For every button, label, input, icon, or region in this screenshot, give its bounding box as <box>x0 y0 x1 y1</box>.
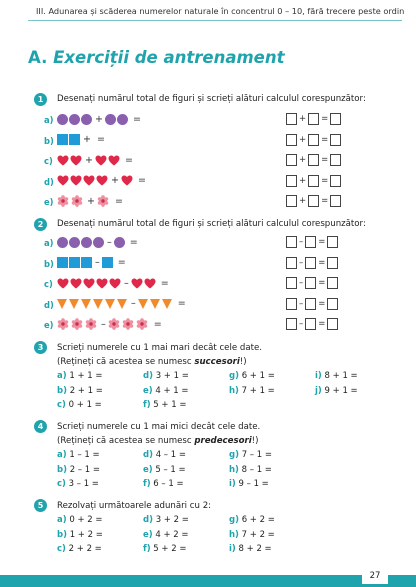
row-letter: c) <box>44 156 53 166</box>
exercise-item <box>57 530 103 540</box>
row-letter: e) <box>44 320 54 330</box>
heart-icon <box>108 155 120 166</box>
answer-equation <box>286 297 338 311</box>
operator-sign: + <box>95 113 103 125</box>
heart-icon <box>96 175 108 186</box>
exercise-item <box>229 530 275 540</box>
figure-group <box>57 133 107 147</box>
item-expression: 2 + 2 = <box>68 544 102 554</box>
heart-icon <box>57 155 69 166</box>
answer-box[interactable] <box>286 277 297 289</box>
item-letter: h) <box>229 464 239 475</box>
answer-equation <box>286 174 341 188</box>
answer-operator: + <box>299 134 307 145</box>
answer-box[interactable] <box>286 134 297 146</box>
item-expression: 7 – 1 = <box>241 450 272 460</box>
note-term-successors: succesori <box>194 357 240 367</box>
operator-sign: – <box>101 318 106 330</box>
item-letter: f) <box>143 400 151 410</box>
answer-equals: = <box>318 298 326 309</box>
blue-square-figure <box>57 257 68 268</box>
row-letter: c) <box>44 279 53 289</box>
item-letter: b) <box>57 529 67 540</box>
flower-icon <box>57 318 69 330</box>
blue-square-figure <box>102 257 113 268</box>
item-letter: e) <box>143 385 153 396</box>
heart-icon <box>83 278 95 289</box>
item-letter: g) <box>229 515 239 525</box>
exercise-number-3: 3 <box>34 341 47 354</box>
answer-box[interactable] <box>327 236 338 248</box>
item-letter: g) <box>229 371 239 381</box>
exercise-item <box>57 371 103 381</box>
figure-group <box>57 235 140 249</box>
exercise-item <box>57 515 103 525</box>
note-prefix: (Rețineți că acestea se numesc <box>57 357 195 367</box>
heart-icon <box>70 278 82 289</box>
equals-sign: = <box>137 175 146 186</box>
item-expression: 3 – 1 = <box>68 479 99 489</box>
flower-icon <box>136 318 148 330</box>
row-letter: d) <box>44 176 54 187</box>
orange-triangle-figure <box>57 299 67 309</box>
equals-sign: = <box>177 298 186 309</box>
equals-sign: = <box>114 195 123 207</box>
figure-group <box>57 194 125 208</box>
answer-operator: + <box>299 175 307 186</box>
item-expression: 6 + 1 = <box>241 371 275 381</box>
equals-sign: = <box>117 257 126 268</box>
item-letter: b) <box>57 464 67 475</box>
item-letter: i) <box>315 371 322 381</box>
answer-box[interactable] <box>308 134 319 146</box>
answer-equation <box>286 235 338 249</box>
exercise-item <box>143 530 189 540</box>
operator-sign: – <box>95 257 100 268</box>
note-suffix: !) <box>239 357 247 367</box>
item-expression: 7 + 2 = <box>241 529 275 540</box>
answer-equation <box>286 317 338 331</box>
orange-triangle-figure <box>150 299 160 309</box>
orange-triangle-figure <box>105 299 115 309</box>
exercise-item <box>143 450 186 460</box>
exercise-4-note <box>57 436 258 446</box>
item-expression: 5 + 2 = <box>153 544 187 554</box>
answer-operator: + <box>299 196 307 206</box>
item-letter: j) <box>315 385 322 396</box>
item-letter: a) <box>57 371 67 381</box>
exercise-item <box>143 465 186 475</box>
answer-box[interactable] <box>330 113 341 125</box>
item-letter: e) <box>143 464 153 475</box>
item-expression: 2 + 1 = <box>69 385 103 396</box>
answer-equals: = <box>321 114 329 124</box>
orange-triangle-figure <box>162 299 172 309</box>
item-letter: a) <box>57 515 67 525</box>
item-expression: 1 + 1 = <box>69 371 103 381</box>
operator-sign: + <box>111 175 119 186</box>
answer-box[interactable] <box>286 175 297 187</box>
row-letter: a) <box>44 238 54 248</box>
item-letter: c) <box>57 400 66 410</box>
orange-triangle-figure <box>138 299 148 309</box>
section-title: Exerciții de antrenament <box>53 48 285 67</box>
flower-icon <box>71 318 83 330</box>
answer-equals: = <box>318 278 326 288</box>
item-expression: 0 + 2 = <box>69 515 103 525</box>
blue-square-figure <box>57 134 68 145</box>
item-letter: h) <box>229 529 239 540</box>
exercise-item <box>229 450 272 460</box>
answer-box[interactable] <box>305 236 316 248</box>
figure-group <box>57 317 164 331</box>
heart-icon <box>83 175 95 186</box>
purple-circle-figure <box>114 237 125 248</box>
header-divider <box>28 20 402 21</box>
heart-icon <box>70 175 82 186</box>
answer-operator: – <box>299 319 304 329</box>
item-letter: d) <box>143 515 153 525</box>
row-letter: d) <box>44 299 54 310</box>
item-letter: d) <box>143 371 153 381</box>
exercise-2-instruction: Desenați numărul total de figuri și scrieți alături calculul corespunzător: <box>57 219 366 229</box>
answer-equals: = <box>318 319 326 329</box>
heart-icon <box>57 175 69 186</box>
operator-sign: – <box>107 236 112 248</box>
answer-box[interactable] <box>286 257 297 269</box>
item-letter: a) <box>57 450 67 460</box>
exercise-3-note <box>57 357 247 367</box>
exercise-item <box>57 479 99 489</box>
exercise-item <box>315 386 358 396</box>
answer-box[interactable] <box>327 257 338 269</box>
flower-icon <box>97 195 109 207</box>
figure-group <box>57 297 188 311</box>
exercise-item <box>57 386 103 396</box>
purple-circle-figure <box>81 237 92 248</box>
item-expression: 6 – 1 = <box>153 479 184 489</box>
item-expression: 4 + 1 = <box>155 385 189 396</box>
item-letter: f) <box>143 544 151 554</box>
item-expression: 6 + 2 = <box>241 515 275 525</box>
exercise-item <box>143 386 189 396</box>
figure-group <box>57 112 143 126</box>
exercise-item <box>143 400 186 410</box>
flower-icon <box>85 318 97 330</box>
heart-icon <box>121 175 133 186</box>
orange-triangle-figure <box>117 299 127 309</box>
note-suffix: !) <box>251 436 259 446</box>
exercise-3-instruction: Scrieți numerele cu 1 mai mari decât cele date. <box>57 343 262 353</box>
exercise-item <box>143 479 184 489</box>
note-prefix: (Rețineți că acestea se numesc <box>57 436 195 446</box>
section-heading <box>28 48 284 67</box>
exercise-number-1: 1 <box>34 93 47 106</box>
equals-sign: = <box>96 134 105 145</box>
item-letter: i) <box>229 544 236 554</box>
item-expression: 8 – 1 = <box>241 464 272 475</box>
answer-box[interactable] <box>330 195 341 207</box>
exercise-item <box>229 515 275 525</box>
item-letter: b) <box>57 385 67 396</box>
answer-box[interactable] <box>327 277 338 289</box>
answer-box[interactable] <box>305 277 316 289</box>
item-letter: e) <box>143 529 153 540</box>
row-letter: b) <box>44 258 54 269</box>
heart-icon <box>131 278 143 289</box>
answer-equals: = <box>321 196 329 206</box>
exercise-1-instruction: Desenați numărul total de figuri și scrieți alături calculul corespunzător: <box>57 94 366 104</box>
answer-box[interactable] <box>330 175 341 187</box>
answer-equals: = <box>318 237 326 247</box>
answer-operator: – <box>299 237 304 247</box>
footer-bar <box>0 575 416 587</box>
note-term-predecessors: predecesori <box>194 436 252 446</box>
answer-operator: + <box>299 155 307 165</box>
item-expression: 9 + 1 = <box>324 385 358 396</box>
orange-triangle-figure <box>81 299 91 309</box>
item-letter: c) <box>57 544 66 554</box>
item-letter: d) <box>143 450 153 460</box>
item-expression: 3 + 2 = <box>155 515 189 525</box>
purple-circle-figure <box>57 114 68 125</box>
row-letter: a) <box>44 115 54 125</box>
heart-icon <box>96 278 108 289</box>
item-expression: 4 – 1 = <box>155 450 186 460</box>
exercise-number-5: 5 <box>34 499 47 512</box>
answer-equals: = <box>321 175 329 186</box>
answer-operator: – <box>299 278 304 288</box>
answer-equation <box>286 133 341 147</box>
answer-operator: + <box>299 114 307 124</box>
item-expression: 2 – 1 = <box>69 464 100 475</box>
exercise-number-4: 4 <box>34 420 47 433</box>
answer-equation <box>286 153 341 167</box>
item-expression: 7 + 1 = <box>241 385 275 396</box>
answer-operator: – <box>299 298 304 309</box>
equals-sign: = <box>160 277 169 289</box>
operator-sign: + <box>85 154 93 166</box>
figure-group <box>57 153 135 167</box>
answer-box[interactable] <box>308 113 319 125</box>
orange-triangle-figure <box>93 299 103 309</box>
exercise-number-2: 2 <box>34 218 47 231</box>
exercise-item <box>143 515 189 525</box>
heart-icon <box>95 155 107 166</box>
blue-square-figure <box>69 257 80 268</box>
flower-icon <box>57 195 69 207</box>
flower-icon <box>122 318 134 330</box>
exercise-item <box>229 479 269 489</box>
item-expression: 8 + 2 = <box>238 544 272 554</box>
item-letter: h) <box>229 385 239 396</box>
equals-sign: = <box>124 154 133 166</box>
purple-circle-figure <box>69 114 80 125</box>
exercise-item <box>143 371 189 381</box>
item-expression: 3 + 1 = <box>155 371 189 381</box>
operator-sign: + <box>83 134 91 145</box>
exercise-item <box>315 371 358 381</box>
item-expression: 8 + 1 = <box>324 371 358 381</box>
answer-box[interactable] <box>286 113 297 125</box>
blue-square-figure <box>81 257 92 268</box>
exercise-item <box>229 371 275 381</box>
answer-box[interactable] <box>330 134 341 146</box>
flower-icon <box>71 195 83 207</box>
purple-circle-figure <box>93 237 104 248</box>
answer-equals: = <box>321 155 329 165</box>
heart-icon <box>144 278 156 289</box>
exercise-5-instruction: Rezolvați următoarele adunări cu 2: <box>57 501 212 511</box>
answer-box[interactable] <box>286 195 297 207</box>
answer-box[interactable] <box>308 175 319 187</box>
exercise-item <box>57 544 102 554</box>
orange-triangle-figure <box>69 299 79 309</box>
operator-sign: + <box>87 195 95 207</box>
answer-box[interactable] <box>286 318 297 330</box>
answer-box[interactable] <box>308 195 319 207</box>
item-expression: 1 – 1 = <box>69 450 100 460</box>
operator-sign: – <box>131 298 136 309</box>
purple-circle-figure <box>105 114 116 125</box>
heart-icon <box>109 278 121 289</box>
answer-box[interactable] <box>286 298 297 310</box>
exercise-item <box>57 400 102 410</box>
heart-icon <box>57 278 69 289</box>
answer-box[interactable] <box>305 257 316 269</box>
flower-icon <box>108 318 120 330</box>
answer-box[interactable] <box>327 318 338 330</box>
exercise-item <box>229 386 275 396</box>
exercise-item <box>229 544 272 554</box>
item-expression: 0 + 1 = <box>68 400 102 410</box>
exercise-item <box>143 544 186 554</box>
row-letter: e) <box>44 197 54 207</box>
answer-operator: – <box>299 257 304 268</box>
answer-equals: = <box>318 257 326 268</box>
answer-box[interactable] <box>305 298 316 310</box>
purple-circle-figure <box>117 114 128 125</box>
item-letter: c) <box>57 479 66 489</box>
purple-circle-figure <box>69 237 80 248</box>
answer-box[interactable] <box>308 154 319 166</box>
item-expression: 4 + 2 = <box>155 529 189 540</box>
answer-equation <box>286 256 338 270</box>
answer-box[interactable] <box>330 154 341 166</box>
equals-sign: = <box>153 318 162 330</box>
purple-circle-figure <box>81 114 92 125</box>
answer-box[interactable] <box>305 318 316 330</box>
item-expression: 5 + 1 = <box>153 400 187 410</box>
answer-equation <box>286 194 341 208</box>
answer-equals: = <box>321 134 329 145</box>
page-number: 27 <box>362 568 388 584</box>
item-expression: 1 + 2 = <box>69 529 103 540</box>
figure-group <box>57 174 148 188</box>
blue-square-figure <box>69 134 80 145</box>
answer-equation <box>286 276 338 290</box>
equals-sign: = <box>129 236 138 248</box>
figure-group <box>57 256 128 270</box>
answer-box[interactable] <box>286 236 297 248</box>
answer-box[interactable] <box>286 154 297 166</box>
equals-sign: = <box>132 113 141 125</box>
figure-group <box>57 276 171 290</box>
exercise-item <box>229 465 272 475</box>
item-expression: 5 – 1 = <box>155 464 186 475</box>
item-letter: i) <box>229 479 236 489</box>
exercise-item <box>57 465 100 475</box>
item-expression: 9 – 1 = <box>238 479 269 489</box>
purple-circle-figure <box>57 237 68 248</box>
exercise-item <box>57 450 100 460</box>
answer-box[interactable] <box>327 298 338 310</box>
section-letter: A. <box>28 48 48 67</box>
heart-icon <box>70 155 82 166</box>
row-letter: b) <box>44 135 54 146</box>
chapter-header: III. Adunarea și scăderea numerelor naturale în concentrul 0 – 10, fără trecere peste ordin <box>36 6 405 16</box>
item-letter: f) <box>143 479 151 489</box>
exercise-4-instruction: Scrieți numerele cu 1 mai mici decât cele date. <box>57 422 261 432</box>
item-letter: g) <box>229 450 239 460</box>
operator-sign: – <box>124 277 129 289</box>
answer-equation <box>286 112 341 126</box>
